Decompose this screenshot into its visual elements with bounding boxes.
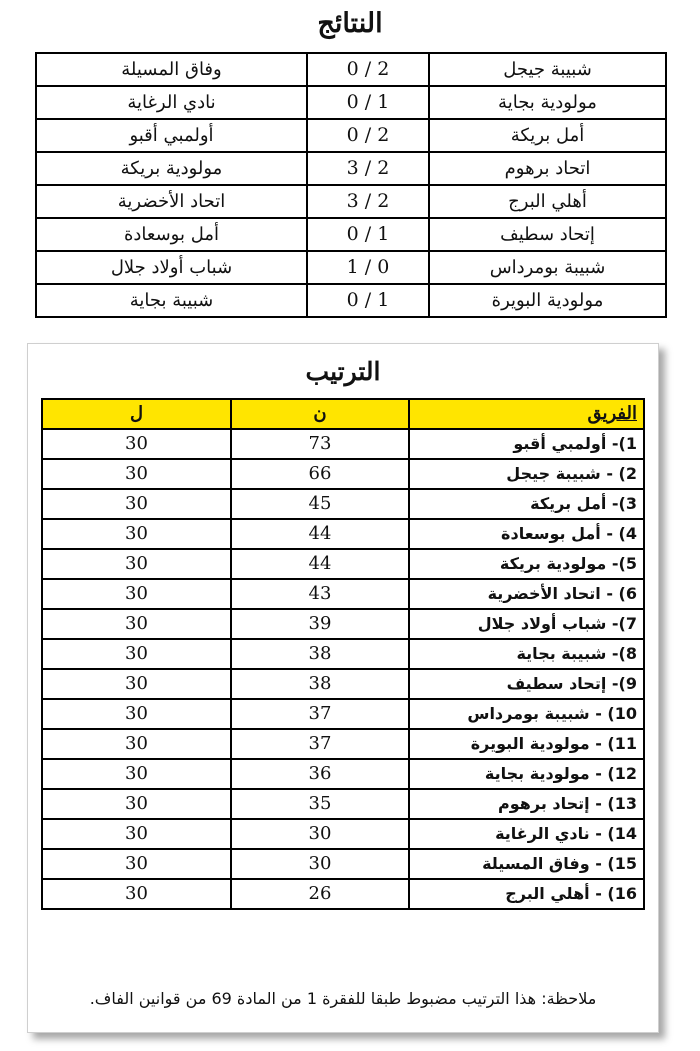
team-name: 2) - شبيبة جيجل bbox=[409, 459, 644, 489]
match-score: 2 / 3 bbox=[307, 185, 429, 218]
played-value: 30 bbox=[42, 819, 231, 849]
match-score: 1 / 0 bbox=[307, 284, 429, 317]
points-value: 66 bbox=[231, 459, 409, 489]
away-team: وفاق المسيلة bbox=[36, 53, 307, 86]
team-name: 16) - أهلي البرج bbox=[409, 879, 644, 909]
home-team: شبيبة جيجل bbox=[429, 53, 666, 86]
played-value: 30 bbox=[42, 729, 231, 759]
team-name: 13) - إتحاد برهوم bbox=[409, 789, 644, 819]
home-team: أهلي البرج bbox=[429, 185, 666, 218]
played-value: 30 bbox=[42, 879, 231, 909]
result-row bbox=[36, 152, 666, 185]
away-team: أولمبي أقبو bbox=[36, 119, 307, 152]
result-row bbox=[36, 119, 666, 152]
team-name: 11) - مولودية البويرة bbox=[409, 729, 644, 759]
home-team: أمل بريكة bbox=[429, 119, 666, 152]
team-name: 15) - وفاق المسيلة bbox=[409, 849, 644, 879]
team-name: 6) - اتحاد الأخضرية bbox=[409, 579, 644, 609]
points-value: 45 bbox=[231, 489, 409, 519]
standings-row bbox=[42, 429, 644, 459]
team-name: 5)- مولودية بريكة bbox=[409, 549, 644, 579]
away-team: أمل بوسعادة bbox=[36, 218, 307, 251]
played-value: 30 bbox=[42, 489, 231, 519]
standings-row bbox=[42, 819, 644, 849]
points-value: 38 bbox=[231, 639, 409, 669]
result-row bbox=[36, 284, 666, 317]
standings-row bbox=[42, 609, 644, 639]
home-team: مولودية البويرة bbox=[429, 284, 666, 317]
home-team: شبيبة بومرداس bbox=[429, 251, 666, 284]
played-value: 30 bbox=[42, 609, 231, 639]
away-team: شبيبة بجاية bbox=[36, 284, 307, 317]
standings-table bbox=[41, 398, 645, 910]
team-name: 7)- شباب أولاد جلال bbox=[409, 609, 644, 639]
team-name: 8)- شبيبة بجاية bbox=[409, 639, 644, 669]
played-value: 30 bbox=[42, 519, 231, 549]
team-name: 9)- إتحاد سطيف bbox=[409, 669, 644, 699]
standings-row bbox=[42, 699, 644, 729]
standings-row bbox=[42, 489, 644, 519]
team-name: 14) - نادي الرغاية bbox=[409, 819, 644, 849]
team-name: 4) - أمل بوسعادة bbox=[409, 519, 644, 549]
played-value: 30 bbox=[42, 459, 231, 489]
standings-row bbox=[42, 879, 644, 909]
played-value: 30 bbox=[42, 639, 231, 669]
standings-row bbox=[42, 669, 644, 699]
standings-row bbox=[42, 639, 644, 669]
standings-row bbox=[42, 729, 644, 759]
points-value: 44 bbox=[231, 549, 409, 579]
team-name: 12) - مولودية بجاية bbox=[409, 759, 644, 789]
team-name: 10) - شبيبة بومرداس bbox=[409, 699, 644, 729]
points-value: 36 bbox=[231, 759, 409, 789]
result-row bbox=[36, 185, 666, 218]
home-team: إتحاد سطيف bbox=[429, 218, 666, 251]
standings-note: ملاحظة: هذا الترتيب مضبوط طبقا للفقرة 1 من المادة 69 من قوانين الفاف. bbox=[89, 989, 597, 1008]
points-value: 73 bbox=[231, 429, 409, 459]
match-score: 1 / 0 bbox=[307, 86, 429, 119]
standings-row bbox=[42, 549, 644, 579]
standings-title: الترتيب bbox=[305, 357, 381, 386]
standings-header-row bbox=[42, 399, 644, 429]
standings-row bbox=[42, 789, 644, 819]
played-value: 30 bbox=[42, 579, 231, 609]
points-value: 37 bbox=[231, 729, 409, 759]
played-value: 30 bbox=[42, 849, 231, 879]
points-value: 44 bbox=[231, 519, 409, 549]
match-score: 2 / 0 bbox=[307, 53, 429, 86]
home-team: مولودية بجاية bbox=[429, 86, 666, 119]
played-value: 30 bbox=[42, 759, 231, 789]
team-name: 1)- أولمبي أقبو bbox=[409, 429, 644, 459]
away-team: شباب أولاد جلال bbox=[36, 251, 307, 284]
points-value: 38 bbox=[231, 669, 409, 699]
team-name: 3)- أمل بريكة bbox=[409, 489, 644, 519]
points-value: 35 bbox=[231, 789, 409, 819]
played-value: 30 bbox=[42, 789, 231, 819]
match-score: 1 / 0 bbox=[307, 218, 429, 251]
match-score: 2 / 3 bbox=[307, 152, 429, 185]
played-value: 30 bbox=[42, 669, 231, 699]
away-team: اتحاد الأخضرية bbox=[36, 185, 307, 218]
standings-row bbox=[42, 579, 644, 609]
result-row bbox=[36, 86, 666, 119]
played-value: 30 bbox=[42, 429, 231, 459]
match-score: 0 / 1 bbox=[307, 251, 429, 284]
played-value: 30 bbox=[42, 699, 231, 729]
points-column-header: ن bbox=[231, 399, 409, 429]
points-value: 37 bbox=[231, 699, 409, 729]
standings-row bbox=[42, 849, 644, 879]
result-row bbox=[36, 53, 666, 86]
points-value: 26 bbox=[231, 879, 409, 909]
standings-row bbox=[42, 759, 644, 789]
home-team: اتحاد برهوم bbox=[429, 152, 666, 185]
standings-row bbox=[42, 459, 644, 489]
points-value: 43 bbox=[231, 579, 409, 609]
team-column-header: الفريق bbox=[409, 399, 644, 429]
result-row bbox=[36, 251, 666, 284]
away-team: مولودية بريكة bbox=[36, 152, 307, 185]
match-score: 2 / 0 bbox=[307, 119, 429, 152]
result-row bbox=[36, 218, 666, 251]
points-value: 39 bbox=[231, 609, 409, 639]
results-table bbox=[35, 52, 667, 318]
played-value: 30 bbox=[42, 549, 231, 579]
standings-panel bbox=[27, 343, 659, 1033]
away-team: نادي الرغاية bbox=[36, 86, 307, 119]
points-value: 30 bbox=[231, 819, 409, 849]
standings-row bbox=[42, 519, 644, 549]
points-value: 30 bbox=[231, 849, 409, 879]
played-column-header: ل bbox=[42, 399, 231, 429]
results-title: النتائج bbox=[317, 8, 383, 39]
